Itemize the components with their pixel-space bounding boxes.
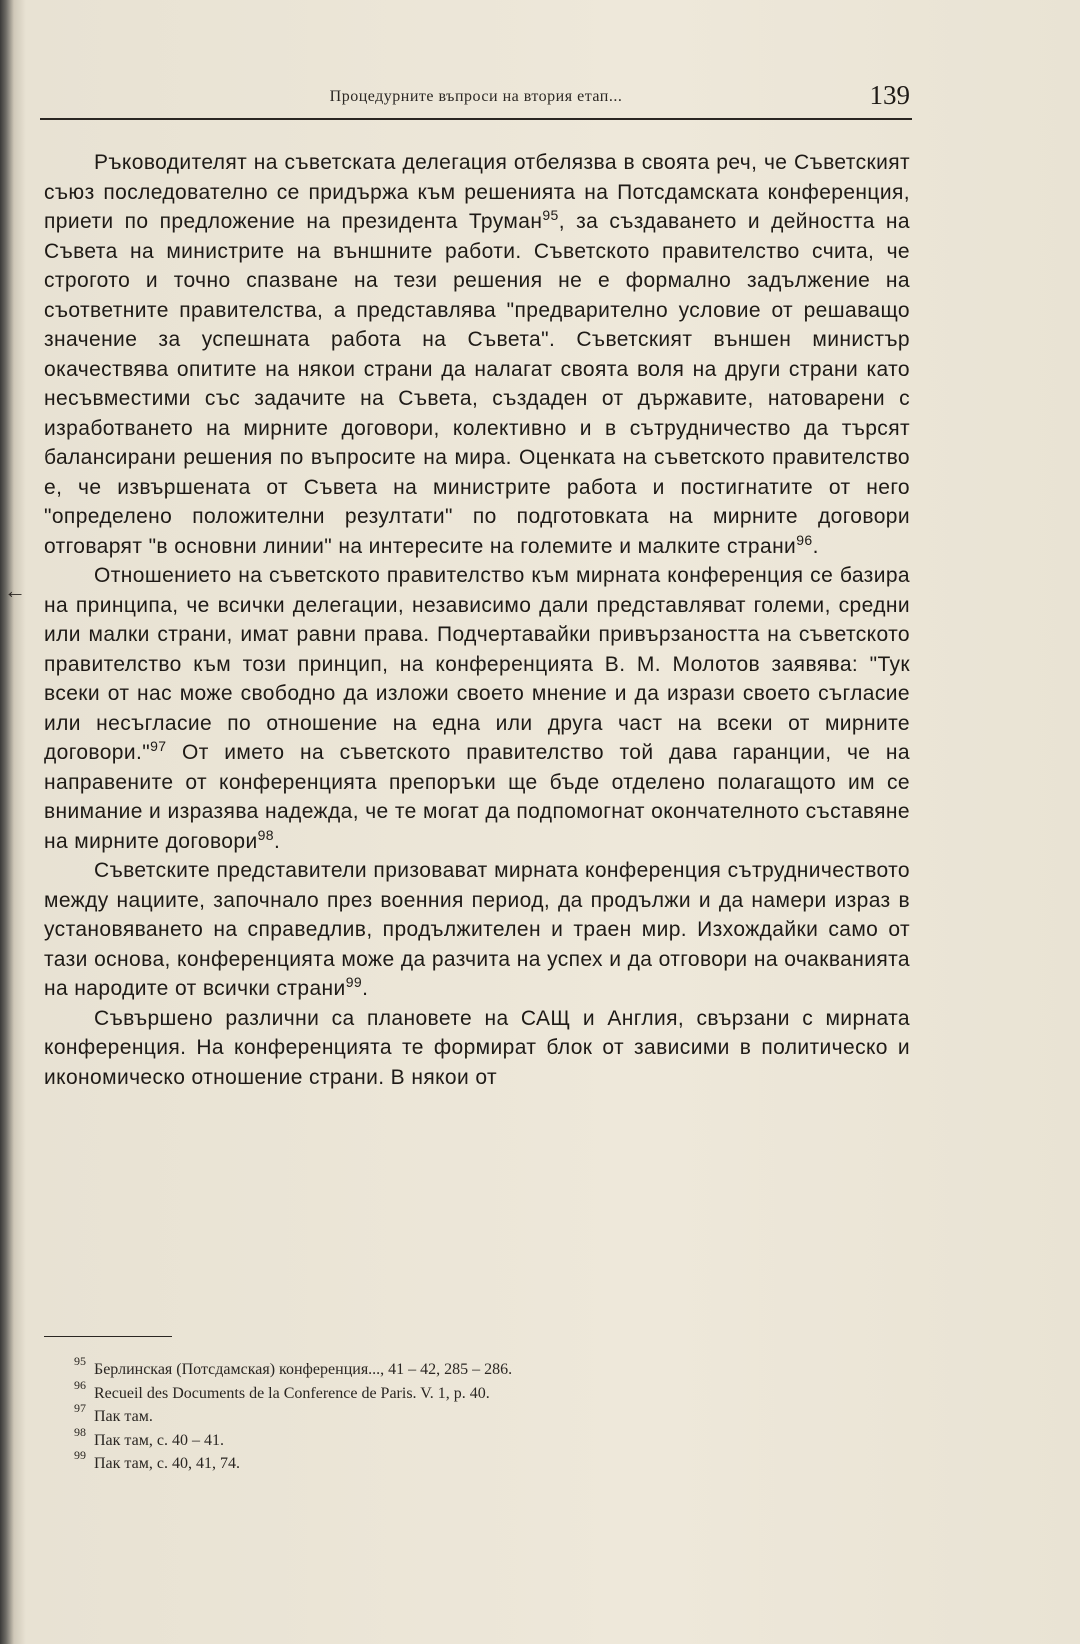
paragraph-text: Съвършено различни са плановете на САЩ и Англия, свързани с мирната конференция. На конференцията те формират блок от зависими в политическо и икономическо отношение страни. В някои от bbox=[44, 1006, 910, 1089]
footnote-98 bbox=[74, 1424, 854, 1453]
footnote-number: 97 bbox=[74, 1401, 86, 1415]
paragraph-text: Съветските представители призовават мирната конференция сътрудничеството между нациите, започнало през военния период, да продължи и да намери израз в установяването на справедлив, продължителен и траен мир. Изхождайки само от тази основа, конференцията може да разчита на успех и да отговори на очакванията на народите от всички страни bbox=[44, 859, 910, 1000]
running-title: Процедурните въпроси на втория етап... bbox=[329, 88, 623, 105]
paragraph-text: . bbox=[273, 829, 281, 853]
page-header bbox=[40, 80, 912, 120]
paragraph-text: Отношението на съветското правителство към мирната конференция се базира на принципа, че всички делегации, независимо дали представляват големи, средни или малки страни, имат равни права. Подчертавайки привързаността на съветското правителство към този принцип, на конференцията В. М. Молотов заявява: "Тук всеки от нас може свободно да изложи своето мнение и да изрази своето съгласие или несъгласие по отношение на една или друга част на всеки от мирните договори." bbox=[44, 564, 910, 764]
footnote-text: Recueil des Documents de la Conference de Paris. V. 1, p. 40. bbox=[94, 1384, 490, 1402]
footnote-ref: 99 bbox=[345, 974, 363, 990]
paragraph-1 bbox=[44, 148, 910, 561]
footnote-ref: 96 bbox=[796, 531, 813, 548]
paragraph-text: , за създаването и дейността на Съвета на министрите на външните работи. Съветското правителство счита, че строгото и точно спазване на тези решения не е формално задължение на съответните правителства, а представлява "предварително условие от решаващо значение за успешната работа на Съвета". Съветският външен министър окачествява опитите на някои страни да налагат своята воля на други страни като несъвместими със задачите на Съвета, създаден от държавите, натоварени с изработването на мирните договори, колективно и в сътрудничество да търсят балансирани решения по въпросите на мира. Оценката на съветското правителство е, че извършената от Съвета на министрите работа и постигнатите от него "определено положителни резултати" по подготовката на мирните договори отговарят "в основни линии" на интересите на големите и малките страни bbox=[44, 210, 911, 558]
paragraph-text: От името на съветското правителство той дава гаранции, че на направените от конференцията препоръки ще бъде отделено полагащото им се внимание и изразява надежда, че те могат да подпомогнат окончателното съставяне на мирните договори bbox=[44, 741, 910, 853]
footnote-number: 98 bbox=[74, 1424, 86, 1439]
paragraph-3 bbox=[44, 856, 910, 1004]
margin-arrow-mark: ← bbox=[4, 578, 26, 603]
footnote-95 bbox=[74, 1354, 854, 1382]
footnote-96 bbox=[74, 1377, 854, 1406]
footnote-number: 96 bbox=[74, 1377, 86, 1392]
footnote-text: Пак там. bbox=[94, 1408, 153, 1425]
footnote-text: Берлинская (Потсдамская) конференция..., 41 – 42, 285 – 286. bbox=[94, 1361, 513, 1378]
paragraph-4 bbox=[44, 1004, 910, 1093]
footnote-text: Пак там, с. 40 – 41. bbox=[94, 1431, 224, 1449]
footnotes bbox=[74, 1354, 854, 1476]
footnote-ref: 97 bbox=[150, 738, 167, 754]
footnote-97 bbox=[74, 1401, 854, 1429]
paragraph-text: Ръководителят на съветската делегация отбелязва в своята реч, че Съветският съюз последователно се придържа към решенията на Потсдамската конференция, приети по предложение на президента Труман bbox=[44, 151, 910, 233]
footnote-number: 99 bbox=[74, 1448, 86, 1462]
paragraph-text: . bbox=[812, 534, 819, 558]
footnote-ref: 98 bbox=[257, 826, 274, 843]
page-number: 139 bbox=[869, 80, 910, 110]
paragraph-text: . bbox=[362, 977, 369, 1000]
body-text bbox=[44, 148, 910, 1092]
footnote-text: Пак там, с. 40, 41, 74. bbox=[94, 1455, 240, 1472]
footnote-99 bbox=[74, 1448, 854, 1476]
footnote-divider bbox=[44, 1336, 172, 1337]
paragraph-2 bbox=[44, 561, 910, 856]
footnote-number: 95 bbox=[74, 1354, 86, 1368]
footnote-ref: 95 bbox=[542, 207, 559, 223]
